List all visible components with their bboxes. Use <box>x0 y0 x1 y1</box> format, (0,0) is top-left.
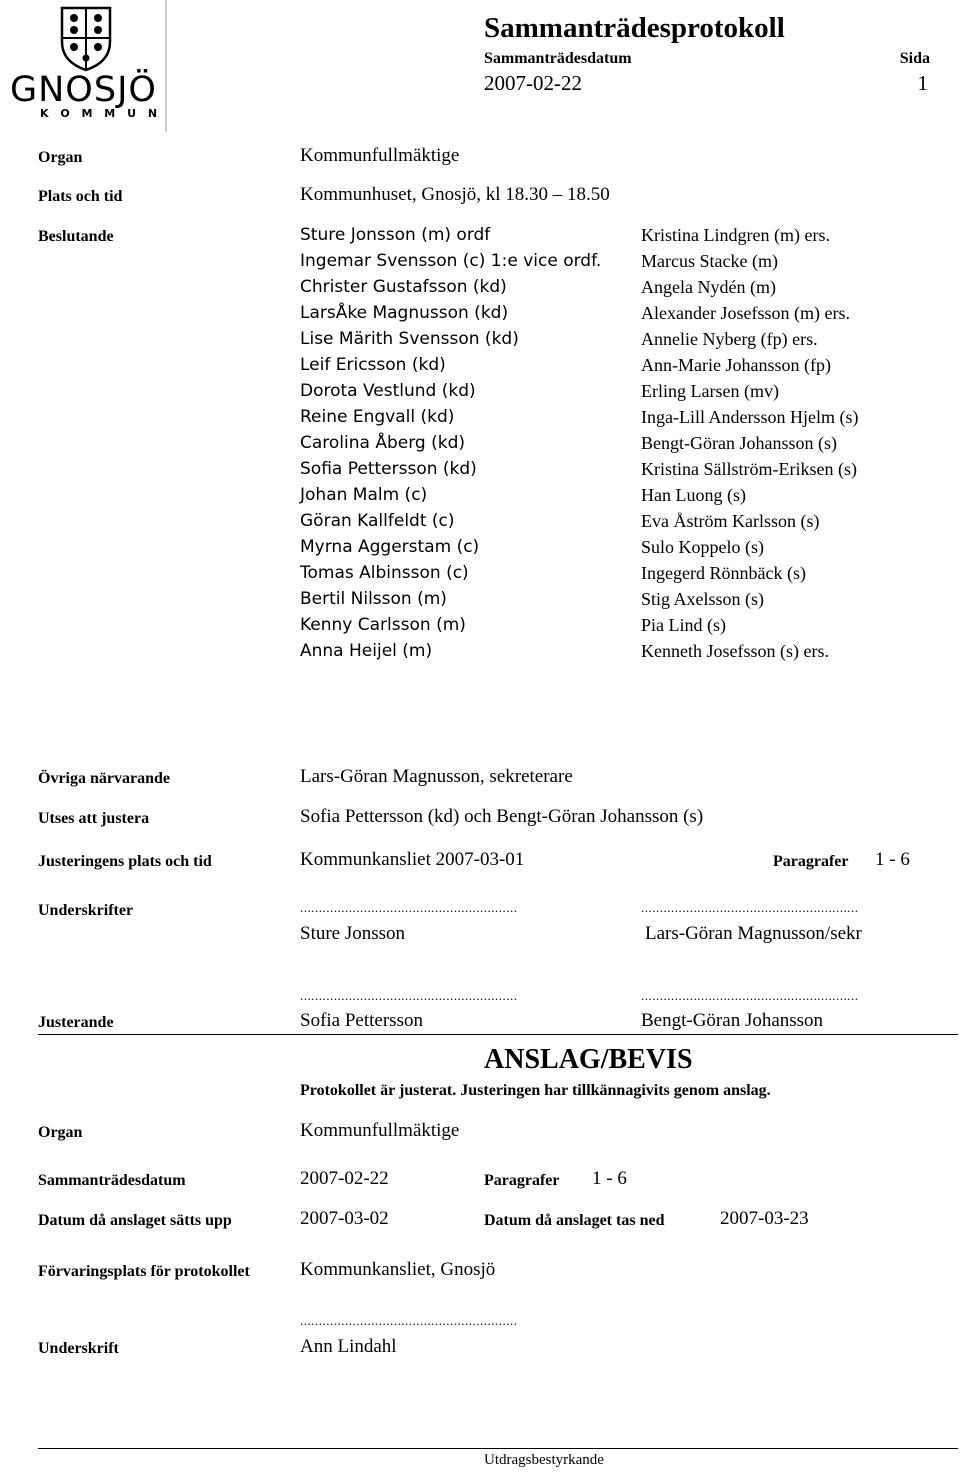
member-name: Angela Nydén (m) <box>641 277 776 297</box>
member-name: Annelie Nyberg (fp) ers. <box>641 329 818 349</box>
adjuster-signature-line: .......................................................... <box>641 988 859 1003</box>
storage-value: Kommunkansliet, Gnosjö <box>300 1259 496 1280</box>
member-name: Alexander Josefsson (m) ers. <box>641 303 850 323</box>
adjuster-name: Sofia Pettersson <box>300 1010 423 1031</box>
member-name: Johan Malm (c) <box>300 485 428 505</box>
member-name: Eva Åström Karlsson (s) <box>641 511 820 531</box>
notice-date-value: 2007-02-22 <box>300 1168 389 1189</box>
member-name: Reine Engvall (kd) <box>300 407 455 427</box>
paragraphs-value: 1 - 6 <box>875 849 910 870</box>
signature-name: Lars-Göran Magnusson/sekr <box>645 923 862 944</box>
others-present-label: Övriga närvarande <box>38 770 170 787</box>
member-name: Carolina Åberg (kd) <box>300 433 466 453</box>
notice-paragraphs-label: Paragrafer <box>484 1172 560 1189</box>
member-name: Kenneth Josefsson (s) ers. <box>641 641 829 661</box>
adjuster-signature-line: .......................................................... <box>300 988 518 1003</box>
footer-divider <box>38 1448 958 1449</box>
notice-organ-value: Kommunfullmäktige <box>300 1120 460 1141</box>
member-name: Kristina Lindgren (m) ers. <box>641 225 830 245</box>
member-name: Christer Gustafsson (kd) <box>300 277 507 297</box>
logo-text: GNOSJÖ <box>10 70 157 110</box>
signature-name: Sture Jonsson <box>300 923 406 944</box>
member-name: Stig Axelsson (s) <box>641 589 765 609</box>
adjusters-label: Utses att justera <box>38 810 150 827</box>
signature-name: Ann Lindahl <box>300 1336 397 1357</box>
document-title: Sammanträdesprotokoll <box>484 12 785 44</box>
member-name: Pia Lind (s) <box>641 615 726 635</box>
adjusting-label: Justerande <box>38 1014 114 1031</box>
adjusters-value: Sofia Pettersson (kd) och Bengt-Göran Johansson (s) <box>300 806 704 827</box>
notice-date-label: Sammanträdesdatum <box>38 1172 186 1189</box>
divider <box>38 1034 958 1035</box>
place-label: Plats och tid <box>38 188 123 205</box>
member-name: Sofia Pettersson (kd) <box>300 459 477 479</box>
member-name: Dorota Vestlund (kd) <box>300 381 476 401</box>
member-name: Myrna Aggerstam (c) <box>300 537 480 557</box>
member-name: Lise Märith Svensson (kd) <box>300 329 519 349</box>
member-name: Ingemar Svensson (c) 1:e vice ordf. <box>300 251 602 271</box>
adjuster-name: Bengt-Göran Johansson <box>641 1010 824 1031</box>
member-name: Sture Jonsson (m) ordf <box>300 225 491 245</box>
meeting-date-value: 2007-02-22 <box>484 71 582 95</box>
posted-date-value: 2007-03-02 <box>300 1208 389 1229</box>
signature-line: .......................................................... <box>300 900 518 915</box>
member-name: Anna Heijel (m) <box>300 641 433 661</box>
adjustment-place-label: Justeringens plats och tid <box>38 853 212 870</box>
notice-statement: Protokollet är justerat. Justeringen har tillkännagivits genom anslag. <box>300 1082 771 1099</box>
members-left-list <box>300 222 601 664</box>
signature-label: Underskrift <box>38 1340 119 1357</box>
member-name: Ann-Marie Johansson (fp) <box>641 355 831 375</box>
notice-title: ANSLAG/BEVIS <box>484 1044 693 1075</box>
signature-line: .......................................................... <box>641 900 859 915</box>
member-name: Bertil Nilsson (m) <box>300 589 447 609</box>
signature-line: .......................................................... <box>300 1313 518 1328</box>
removed-date-value: 2007-03-23 <box>720 1208 809 1229</box>
member-name: Ingegerd Rönnbäck (s) <box>641 563 806 583</box>
organ-value: Kommunfullmäktige <box>300 145 460 166</box>
storage-label: Förvaringsplats för protokollet <box>38 1263 250 1280</box>
member-name: Inga-Lill Andersson Hjelm (s) <box>641 407 859 427</box>
notice-paragraphs-value: 1 - 6 <box>592 1168 627 1189</box>
place-value: Kommunhuset, Gnosjö, kl 18.30 – 18.50 <box>300 184 610 205</box>
members-right-list <box>641 222 858 664</box>
gnosjo-kommun-logo <box>0 0 170 132</box>
adjustment-place-value: Kommunkansliet 2007-03-01 <box>300 849 525 870</box>
removed-date-label: Datum då anslaget tas ned <box>484 1212 665 1229</box>
page-label: Sida <box>899 50 930 67</box>
member-name: Kristina Sällström-Eriksen (s) <box>641 459 857 479</box>
member-name: Leif Ericsson (kd) <box>300 355 446 375</box>
notice-organ-label: Organ <box>38 1124 83 1141</box>
logo-subtext: K O M M U N <box>40 107 162 120</box>
member-name: Göran Kallfeldt (c) <box>300 511 455 531</box>
member-name: Tomas Albinsson (c) <box>300 563 469 583</box>
paragraphs-label: Paragrafer <box>773 853 849 870</box>
others-present-value: Lars-Göran Magnusson, sekreterare <box>300 766 573 787</box>
member-name: Marcus Stacke (m) <box>641 251 778 271</box>
member-name: Kenny Carlsson (m) <box>300 615 466 635</box>
posted-date-label: Datum då anslaget sätts upp <box>38 1212 232 1229</box>
decision-makers-label: Beslutande <box>38 228 114 245</box>
member-name: LarsÅke Magnusson (kd) <box>300 303 509 323</box>
member-name: Han Luong (s) <box>641 485 746 505</box>
member-name: Sulo Koppelo (s) <box>641 537 764 557</box>
signatures-label: Underskrifter <box>38 902 134 919</box>
page-number: 1 <box>917 71 928 95</box>
meeting-date-label: Sammanträdesdatum <box>484 50 632 67</box>
footer-label: Utdragsbestyrkande <box>484 1452 604 1468</box>
member-name: Bengt-Göran Johansson (s) <box>641 433 837 453</box>
organ-label: Organ <box>38 149 83 166</box>
member-name: Erling Larsen (mv) <box>641 381 779 401</box>
